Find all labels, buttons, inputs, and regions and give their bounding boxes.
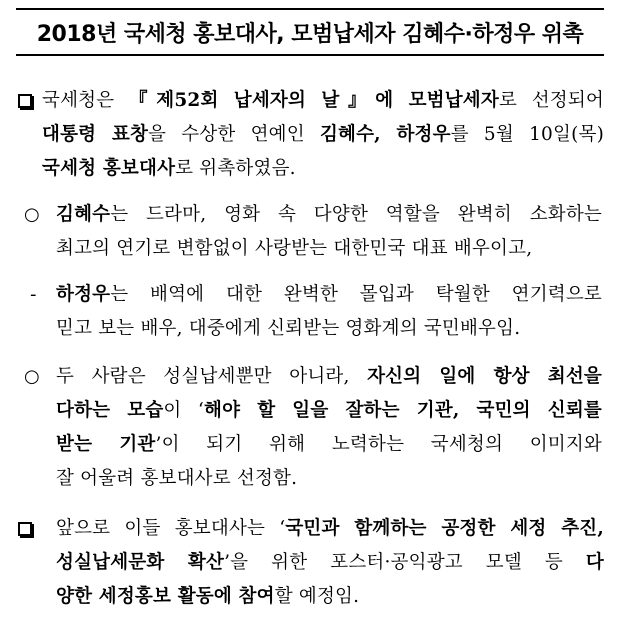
circle-bullet-icon: ○ — [24, 366, 40, 387]
p4-line-1 — [56, 360, 602, 394]
p4-line-4: 잘 어울려 홍보대사로 선정함. — [56, 468, 298, 489]
text: 이 ‘ — [163, 400, 205, 421]
bold-text: 해야 할 일을 잘하는 기관, 국민의 신뢰를 — [204, 400, 602, 421]
paragraph-1 — [0, 84, 620, 186]
bold-text: 다하는 모습 — [56, 400, 164, 421]
text: 앞으로 이들 홍보대사는 ‘ — [56, 518, 286, 539]
text: ’을 위한 포스터·공익광고 모델 등 — [224, 552, 586, 573]
text: 국세청은 — [42, 90, 129, 111]
paragraph-3 — [0, 278, 620, 346]
title-bar — [16, 8, 604, 56]
bold-text: 김혜수, 하정우 — [319, 124, 451, 145]
paragraph-5 — [0, 512, 620, 614]
bold-text: 양한 세정홍보 활동에 참여 — [56, 586, 275, 607]
p2-line-1 — [56, 198, 602, 232]
text: 로 선정되어 — [498, 90, 604, 111]
document-title: 2018년 국세청 홍보대사, 모범납세자 김혜수·하정우 위촉 — [36, 21, 584, 47]
square-bullet-icon — [18, 522, 32, 536]
text: 는 배역에 대한 완벽한 몰입과 탁월한 연기력으로 — [110, 284, 602, 305]
p2-line-2: 최고의 연기로 변함없이 사랑받는 대한민국 대표 배우이고, — [56, 238, 533, 259]
bold-text: 김혜수 — [56, 204, 111, 225]
text: 두 사람은 성실납세뿐만 아니라, — [56, 366, 368, 387]
p4-line-3 — [56, 428, 602, 462]
bold-text: 하정우 — [56, 284, 111, 305]
text: 를 5월 10일(목) — [450, 124, 604, 145]
bold-text: 다 — [585, 552, 604, 573]
p3-line-2: 믿고 보는 배우, 대중에게 신뢰받는 영화계의 국민배우임. — [56, 318, 521, 339]
p5-line-3 — [56, 580, 620, 614]
dash-bullet-icon: - — [30, 284, 37, 305]
bold-text: 자신의 일에 항상 최선을 — [367, 366, 602, 387]
p1-line-1 — [42, 84, 604, 118]
paragraph-4 — [0, 360, 620, 496]
p5-line-2 — [56, 546, 604, 580]
bold-text: 국세청 홍보대사 — [42, 158, 176, 179]
bold-text: 성실납세문화 확산 — [56, 552, 225, 573]
p3-line-1 — [56, 278, 602, 312]
text: 을 수상한 연예인 — [148, 124, 320, 145]
circle-bullet-icon: ○ — [24, 204, 40, 225]
paragraph-2 — [0, 198, 620, 266]
bold-text: 받는 기관 — [56, 434, 156, 455]
p1-line-2 — [42, 118, 604, 152]
text: 로 위촉하였음. — [175, 158, 296, 179]
text: ’이 되기 위해 노력하는 국세청의 이미지와 — [155, 434, 602, 455]
bold-text: 대통령 표창 — [42, 124, 149, 145]
text: 할 예정임. — [274, 586, 360, 607]
bold-text: 『제52회 납세자의 날』에 모범납세자 — [128, 90, 499, 111]
square-bullet-icon — [18, 94, 32, 108]
p4-line-2 — [56, 394, 602, 428]
p1-line-3 — [42, 152, 620, 186]
text: 는 드라마, 영화 속 다양한 역할을 완벽히 소화하는 — [110, 204, 602, 225]
p5-line-1 — [56, 512, 604, 546]
bold-text: 국민과 함께하는 공정한 세정 추진, — [285, 518, 604, 539]
